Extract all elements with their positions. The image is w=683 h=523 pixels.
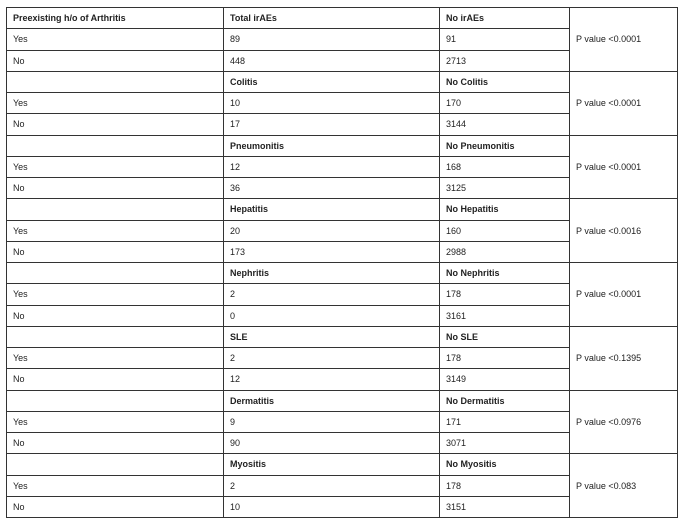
event-header: Pneumonitis (224, 135, 440, 156)
no-event-count: 178 (440, 284, 570, 305)
event-count: 2 (224, 284, 440, 305)
p-value-cell: P value <0.1395 (570, 326, 678, 390)
row-label: Yes (7, 156, 224, 177)
row-label: No (7, 433, 224, 454)
p-value-cell: P value <0.0016 (570, 199, 678, 263)
event-count: 10 (224, 93, 440, 114)
p-value-cell: P value <0.0001 (570, 263, 678, 327)
no-event-count: 168 (440, 156, 570, 177)
row-label: Yes (7, 284, 224, 305)
p-value-cell: P value <0.0001 (570, 71, 678, 135)
no-event-header: No Colitis (440, 71, 570, 92)
no-event-count: 2713 (440, 50, 570, 71)
no-event-count: 171 (440, 411, 570, 432)
row-label: Yes (7, 348, 224, 369)
row-label: Yes (7, 93, 224, 114)
row-label: Yes (7, 475, 224, 496)
no-event-header: No irAEs (440, 8, 570, 29)
no-event-count: 3151 (440, 496, 570, 517)
no-event-header: No Dermatitis (440, 390, 570, 411)
event-header: Colitis (224, 71, 440, 92)
no-event-count: 91 (440, 29, 570, 50)
row-label: No (7, 305, 224, 326)
empty-cell (7, 71, 224, 92)
no-event-count: 178 (440, 475, 570, 496)
event-count: 173 (224, 241, 440, 262)
empty-cell (7, 135, 224, 156)
event-count: 10 (224, 496, 440, 517)
no-event-count: 3161 (440, 305, 570, 326)
event-header: SLE (224, 326, 440, 347)
row-label: No (7, 369, 224, 390)
event-count: 90 (224, 433, 440, 454)
group-header-row (7, 71, 678, 92)
no-event-count: 3149 (440, 369, 570, 390)
event-count: 17 (224, 114, 440, 135)
event-header: Total irAEs (224, 8, 440, 29)
event-count: 2 (224, 348, 440, 369)
empty-cell (7, 326, 224, 347)
no-event-header: No Nephritis (440, 263, 570, 284)
group-header-row (7, 199, 678, 220)
p-value-cell: P value <0.0001 (570, 8, 678, 72)
row-label: No (7, 114, 224, 135)
group-header-row (7, 135, 678, 156)
no-event-header: No Pneumonitis (440, 135, 570, 156)
event-count: 20 (224, 220, 440, 241)
event-count: 9 (224, 411, 440, 432)
event-count: 89 (224, 29, 440, 50)
event-count: 36 (224, 178, 440, 199)
group-header-row (7, 263, 678, 284)
row-label: No (7, 50, 224, 71)
no-event-count: 3125 (440, 178, 570, 199)
empty-cell (7, 199, 224, 220)
group-header-row (7, 454, 678, 475)
group-header-row (7, 390, 678, 411)
row-label: Yes (7, 29, 224, 50)
empty-cell (7, 263, 224, 284)
row-label: No (7, 178, 224, 199)
column-header-arthritis: Preexisting h/o of Arthritis (7, 8, 224, 29)
no-event-header: No Hepatitis (440, 199, 570, 220)
event-count: 12 (224, 156, 440, 177)
event-count: 448 (224, 50, 440, 71)
p-value-cell: P value <0.0001 (570, 135, 678, 199)
arthritis-irae-table (6, 7, 678, 518)
no-event-header: No Myositis (440, 454, 570, 475)
row-label: Yes (7, 220, 224, 241)
p-value-cell: P value <0.083 (570, 454, 678, 518)
event-count: 12 (224, 369, 440, 390)
no-event-count: 160 (440, 220, 570, 241)
row-label: No (7, 241, 224, 262)
row-label: No (7, 496, 224, 517)
row-label: Yes (7, 411, 224, 432)
event-header: Nephritis (224, 263, 440, 284)
event-header: Myositis (224, 454, 440, 475)
no-event-count: 170 (440, 93, 570, 114)
no-event-count: 178 (440, 348, 570, 369)
empty-cell (7, 454, 224, 475)
event-count: 0 (224, 305, 440, 326)
table-body (7, 8, 678, 518)
no-event-count: 2988 (440, 241, 570, 262)
event-header: Hepatitis (224, 199, 440, 220)
no-event-count: 3071 (440, 433, 570, 454)
group-header-row (7, 326, 678, 347)
no-event-header: No SLE (440, 326, 570, 347)
empty-cell (7, 390, 224, 411)
event-count: 2 (224, 475, 440, 496)
event-header: Dermatitis (224, 390, 440, 411)
p-value-cell: P value <0.0976 (570, 390, 678, 454)
no-event-count: 3144 (440, 114, 570, 135)
group-header-row (7, 8, 678, 29)
